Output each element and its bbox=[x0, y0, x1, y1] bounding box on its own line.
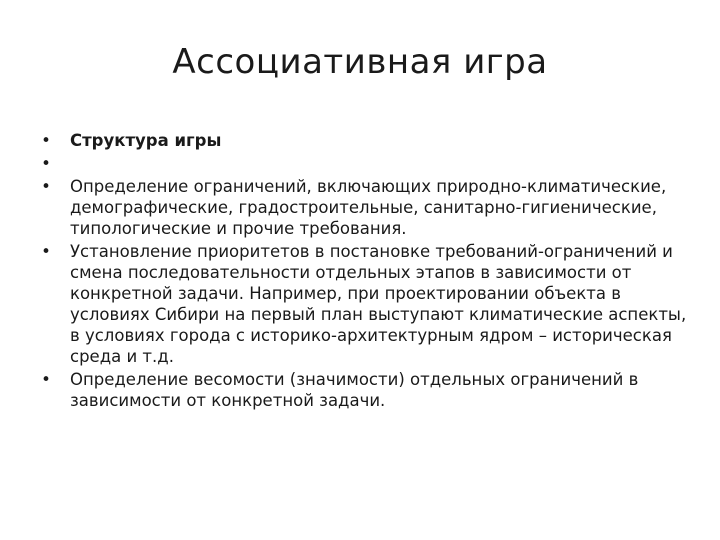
bullet-item-priorities bbox=[40, 241, 690, 367]
bullet-item-constraints bbox=[40, 176, 690, 239]
bullet-text-structure: Структура игры bbox=[70, 131, 222, 150]
bullet-text-priorities: Установление приоритетов в постановке требований-ограничений и смена последовательности отдельных этапов в зависимости от конкретной задачи. Например, при проектировании объекта в условиях Сибири на первый план выступают климатические аспекты, в условиях города с историко-архитектурным ядром – историческая среда и т.д. bbox=[70, 242, 687, 366]
bullet-item-structure bbox=[40, 130, 690, 151]
bullet-text-weight: Определение весомости (значимости) отдельных ограничений в зависимости от конкретной задачи. bbox=[70, 370, 639, 410]
bullet-item-empty bbox=[40, 153, 690, 174]
bullet-dot-icon: • bbox=[41, 154, 51, 173]
bullet-text-constraints: Определение ограничений, включающих природно-климатические, демографические, градостроительные, санитарно-гигиенические, типологические и прочие требования. bbox=[70, 177, 667, 238]
slide-title: Ассоциативная игра bbox=[172, 42, 548, 82]
bullet-dot-icon: • bbox=[41, 131, 51, 150]
bullet-item-weight bbox=[40, 369, 690, 411]
bullet-list bbox=[40, 130, 690, 413]
bullet-dot-icon: • bbox=[41, 370, 51, 389]
bullet-dot-icon: • bbox=[41, 242, 51, 261]
bullet-dot-icon: • bbox=[41, 177, 51, 196]
